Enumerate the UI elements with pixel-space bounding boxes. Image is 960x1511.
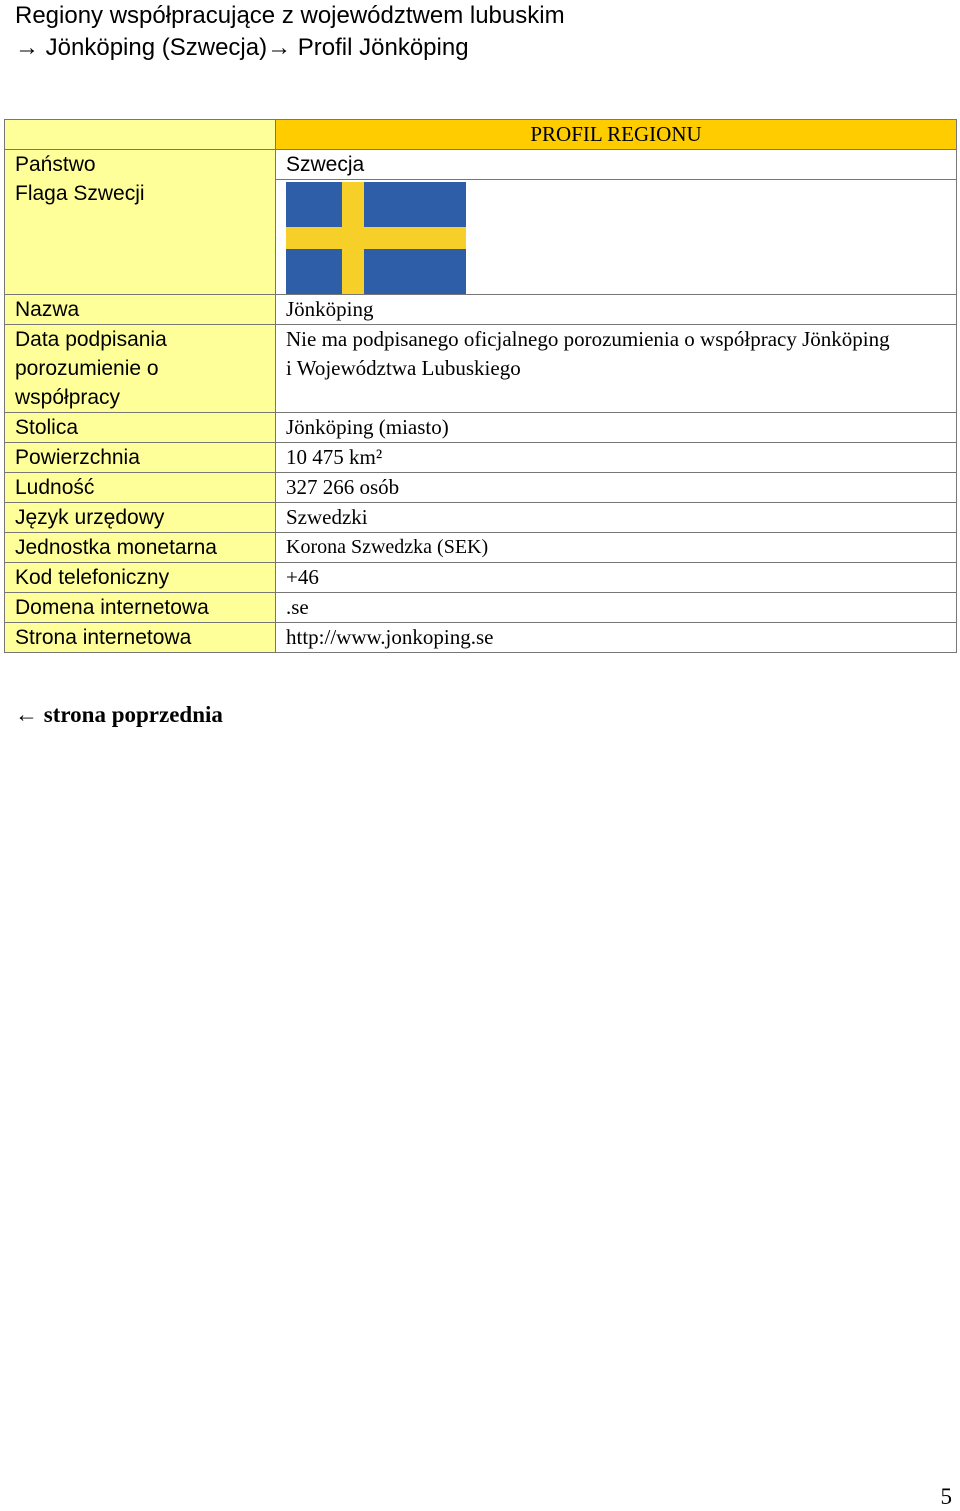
- row-value-agreement: Nie ma podpisanego oficjalnego porozumienia o współpracy Jönköping i Województwa Lubuskiego: [276, 325, 957, 413]
- country-value: Szwecja: [276, 150, 957, 180]
- table-row: [5, 593, 957, 623]
- row-value-currency: Korona Szwedzka (SEK): [276, 533, 957, 563]
- table-row: [5, 473, 957, 503]
- table-row: [5, 150, 957, 180]
- table-row: [5, 325, 957, 413]
- table-row: [5, 443, 957, 473]
- row-label-agreement: Data podpisania porozumienie o współpracy: [5, 325, 276, 413]
- row-value-area: 10 475 km²: [276, 443, 957, 473]
- profile-heading: PROFIL REGIONU: [276, 120, 957, 150]
- table-row: [5, 623, 957, 653]
- row-value-domain: .se: [276, 593, 957, 623]
- flag-label: Flaga Szwecji: [15, 182, 145, 205]
- row-label-phone: Kod telefoniczny: [5, 563, 276, 593]
- table-heading-row: [5, 120, 957, 150]
- row-label-area: Powierzchnia: [5, 443, 276, 473]
- page-number: 5: [940, 1484, 952, 1509]
- country-label: Państwo: [15, 153, 96, 176]
- row-label-capital: Stolica: [5, 413, 276, 443]
- row-label-website: Strona internetowa: [5, 623, 276, 653]
- page-title: Regiony współpracujące z województwem lubuskim: [15, 2, 565, 29]
- row-label-language: Język urzędowy: [5, 503, 276, 533]
- table-row: [5, 295, 957, 325]
- row-label-currency: Jednostka monetarna: [5, 533, 276, 563]
- row-label-domain: Domena internetowa: [5, 593, 276, 623]
- row-value-capital: Jönköping (miasto): [276, 413, 957, 443]
- flag-cell: [276, 180, 957, 295]
- region-profile-table: [4, 119, 957, 653]
- table-row: [5, 503, 957, 533]
- sweden-flag-icon: [286, 182, 466, 294]
- row-value-language: Szwedzki: [276, 503, 957, 533]
- breadcrumb: → Jönköping (Szwecja)→ Profil Jönköping: [15, 34, 469, 61]
- page-header: [15, 0, 565, 64]
- country-flag-labels: [5, 150, 276, 295]
- table-row: [5, 533, 957, 563]
- row-value-website[interactable]: http://www.jonkoping.se: [276, 623, 957, 653]
- previous-page-link[interactable]: ← strona poprzednia: [15, 702, 223, 727]
- table-row: [5, 563, 957, 593]
- heading-label-cell: [5, 120, 276, 150]
- row-label-population: Ludność: [5, 473, 276, 503]
- row-value-population: 327 266 osób: [276, 473, 957, 503]
- table-row: [5, 413, 957, 443]
- row-value-phone: +46: [276, 563, 957, 593]
- row-label-name: Nazwa: [5, 295, 276, 325]
- row-value-name: Jönköping: [276, 295, 957, 325]
